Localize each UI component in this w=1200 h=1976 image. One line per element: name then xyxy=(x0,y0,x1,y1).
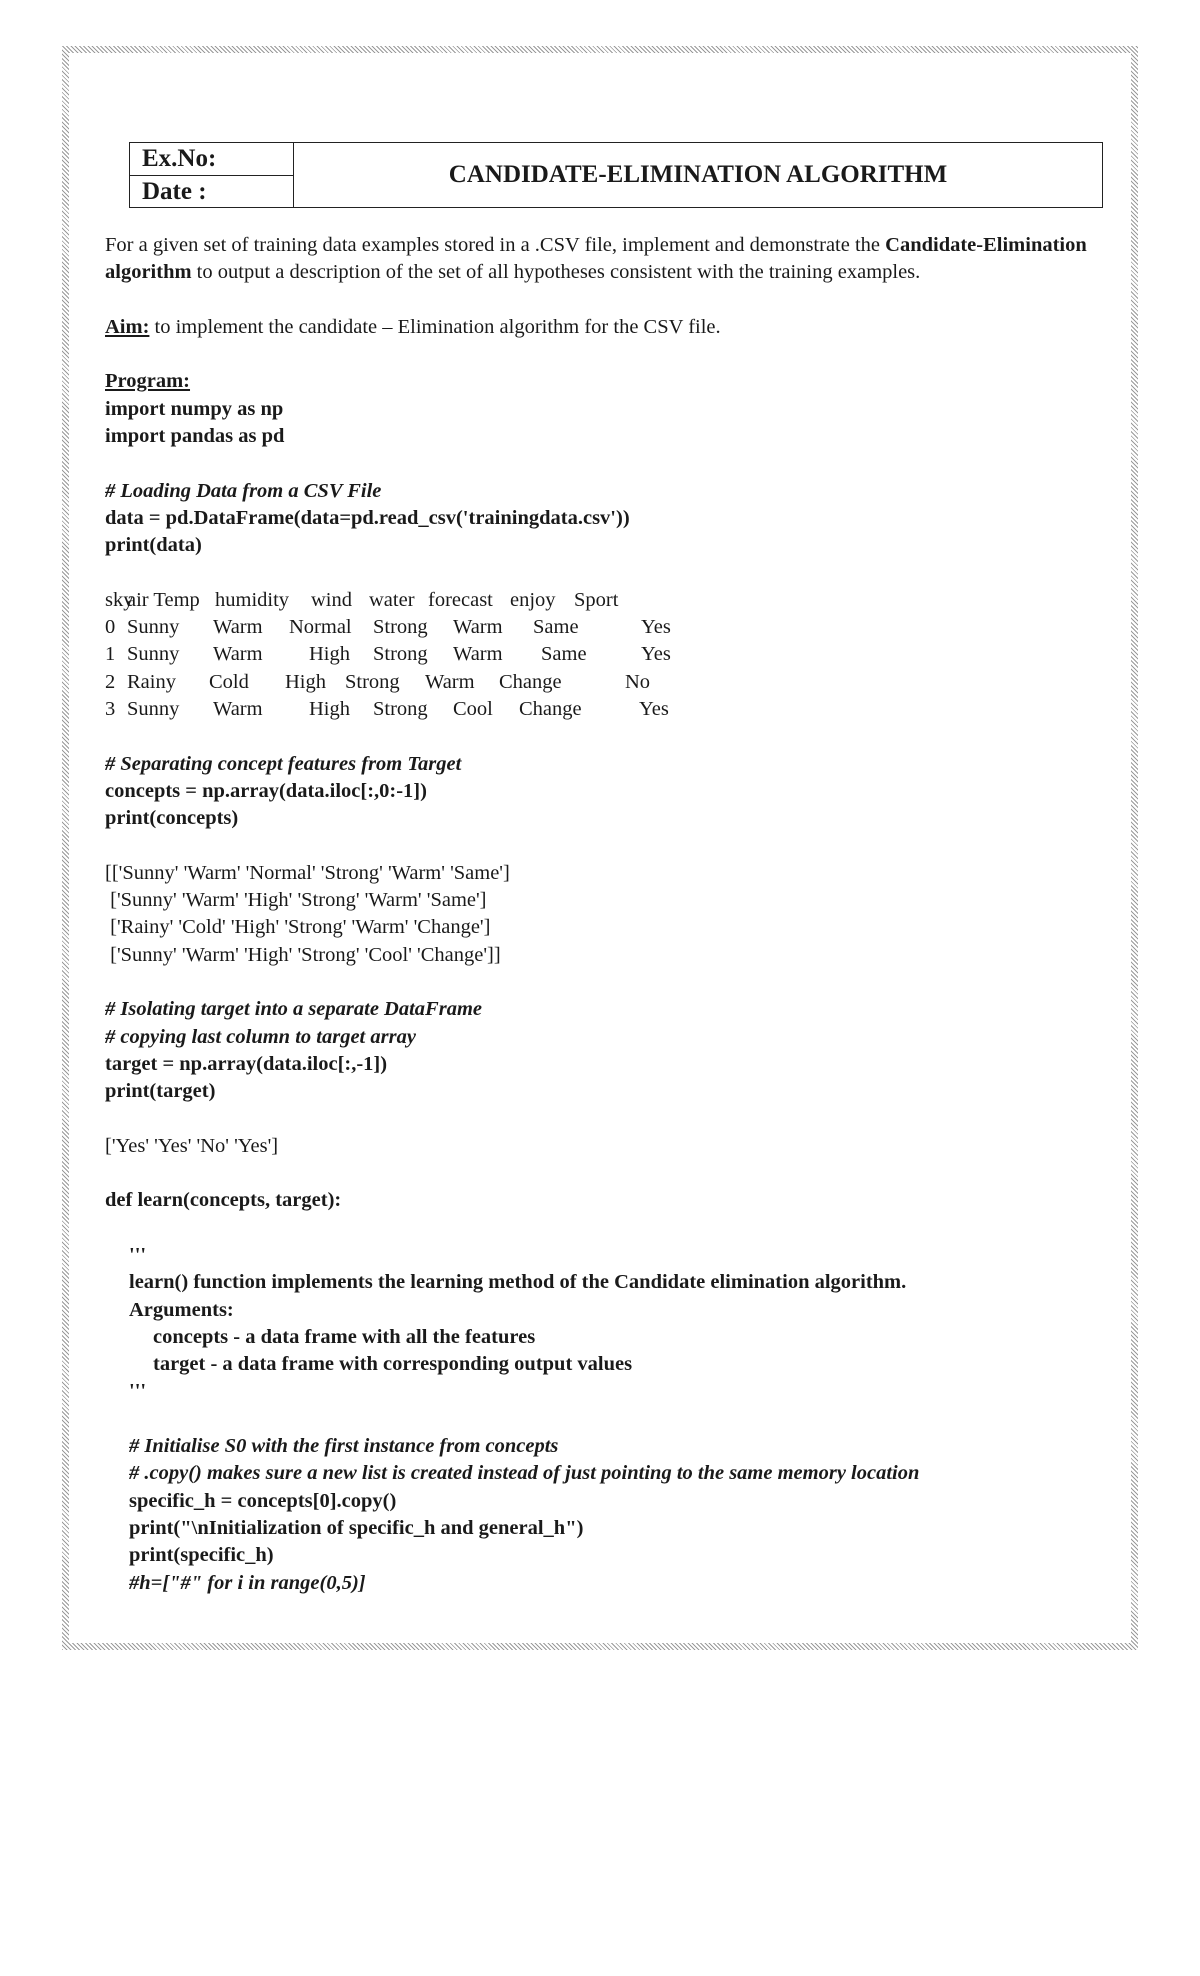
code-comment: # Isolating target into a separate DataFrame xyxy=(105,998,482,1021)
col-header: sky xyxy=(105,588,134,611)
table-cell: Warm xyxy=(213,616,263,639)
table-cell: 0 xyxy=(105,616,116,639)
code-line: print(data) xyxy=(105,534,202,557)
aim-label: Aim: xyxy=(105,315,150,338)
col-header: enjoy xyxy=(510,588,556,611)
table-cell: Warm xyxy=(453,643,503,666)
table-cell: High xyxy=(309,643,350,666)
table-cell: Cool xyxy=(453,698,493,721)
docstring-line: learn() function implements the learning method of the Candidate elimination algorithm. xyxy=(129,1271,907,1294)
code-line: import numpy as np xyxy=(105,397,284,420)
date-label: Date : xyxy=(142,177,207,205)
header-left-column xyxy=(130,143,294,207)
data-table-row xyxy=(105,696,1120,723)
docstring-line: concepts - a data frame with all the features xyxy=(153,1325,536,1348)
code-line: concepts = np.array(data.iloc[:,0:-1]) xyxy=(105,779,427,802)
table-cell: Cold xyxy=(209,670,249,693)
document-title: CANDIDATE-ELIMINATION ALGORITHM xyxy=(448,161,948,188)
code-comment: # copying last column to target array xyxy=(105,1025,416,1048)
table-cell: 1 xyxy=(105,643,116,666)
table-cell: 3 xyxy=(105,698,116,721)
code-line: data = pd.DataFrame(data=pd.read_csv('trainingdata.csv')) xyxy=(105,506,630,529)
data-table-header xyxy=(105,587,1120,614)
table-cell: Change xyxy=(519,698,582,721)
table-cell: Yes xyxy=(639,698,669,721)
output-line: ['Rainy' 'Cold' 'High' 'Strong' 'Warm' 'Change'] xyxy=(105,916,491,939)
code-comment: # .copy() makes sure a new list is created instead of just pointing to the same memory location xyxy=(129,1462,920,1485)
table-cell: Warm xyxy=(425,670,475,693)
header-table xyxy=(129,142,1103,208)
col-header: forecast xyxy=(428,588,493,611)
table-cell: Same xyxy=(533,616,579,639)
table-cell: No xyxy=(625,670,651,693)
code-comment: #h=["#" for i in range(0,5)] xyxy=(129,1571,366,1594)
docstring-line: target - a data frame with corresponding output values xyxy=(153,1353,633,1376)
table-cell: Strong xyxy=(345,670,400,693)
table-cell: High xyxy=(309,698,350,721)
code-line: import pandas as pd xyxy=(105,425,285,448)
docstring-open: ''' xyxy=(129,1243,147,1266)
table-cell: High xyxy=(285,670,326,693)
function-definition: def learn(concepts, target): xyxy=(105,1189,342,1212)
data-table-row xyxy=(105,614,1120,641)
data-table-row xyxy=(105,669,1120,696)
table-cell: Sunny xyxy=(127,616,180,639)
table-cell: Warm xyxy=(213,698,263,721)
intro-bold: Candidate-Elimination algorithm xyxy=(105,234,1087,284)
table-cell: Normal xyxy=(289,616,352,639)
output-line: ['Sunny' 'Warm' 'High' 'Strong' 'Cool' 'Change']] xyxy=(105,943,501,966)
table-cell: Warm xyxy=(453,616,503,639)
table-cell: Strong xyxy=(373,698,428,721)
output-line: ['Yes' 'Yes' 'No' 'Yes'] xyxy=(105,1134,279,1157)
table-cell: Warm xyxy=(213,643,263,666)
code-line: specific_h = concepts[0].copy() xyxy=(129,1489,397,1512)
intro-text-2: to output a description of the set of all hypotheses consistent with the training examples. xyxy=(191,261,921,284)
document-body xyxy=(105,232,1120,1597)
exno-label: Ex.No: xyxy=(130,143,293,176)
code-line: print("\nInitialization of specific_h and general_h") xyxy=(129,1516,584,1539)
table-cell: Yes xyxy=(641,616,671,639)
table-cell: Change xyxy=(499,670,562,693)
intro-text-1: For a given set of training data examples stored in a .CSV file, implement and demonstrate the xyxy=(105,234,886,256)
aim-text: to implement the candidate – Elimination algorithm for the CSV file. xyxy=(149,315,721,338)
table-cell: Sunny xyxy=(127,698,180,721)
col-header: humidity xyxy=(215,588,290,611)
col-header: water xyxy=(369,588,415,611)
aim-line xyxy=(105,314,1120,341)
docstring-close: ''' xyxy=(129,1380,147,1403)
table-cell: Strong xyxy=(373,616,428,639)
col-header: wind xyxy=(311,588,352,611)
intro-paragraph xyxy=(105,232,1120,287)
data-table-row xyxy=(105,641,1120,668)
output-line: ['Sunny' 'Warm' 'High' 'Strong' 'Warm' 'Same'] xyxy=(105,889,487,912)
table-cell: Strong xyxy=(373,643,428,666)
code-line: print(target) xyxy=(105,1080,216,1103)
code-line: target = np.array(data.iloc[:,-1]) xyxy=(105,1052,388,1075)
col-header: Sport xyxy=(574,588,619,611)
code-comment: # Loading Data from a CSV File xyxy=(105,479,382,502)
table-cell: Yes xyxy=(641,643,671,666)
output-line: [['Sunny' 'Warm' 'Normal' 'Strong' 'Warm' 'Same'] xyxy=(105,861,510,884)
docstring-line: Arguments: xyxy=(129,1298,234,1321)
table-cell: Same xyxy=(541,643,587,666)
code-comment: # Separating concept features from Target xyxy=(105,752,462,775)
col-header: air Temp xyxy=(127,588,200,611)
code-comment: # Initialise S0 with the first instance from concepts xyxy=(129,1435,559,1458)
code-line: print(specific_h) xyxy=(129,1544,274,1567)
table-cell: Rainy xyxy=(127,670,176,693)
program-label: Program: xyxy=(105,370,191,393)
table-cell: 2 xyxy=(105,670,116,693)
code-line: print(concepts) xyxy=(105,807,239,830)
table-cell: Sunny xyxy=(127,643,180,666)
